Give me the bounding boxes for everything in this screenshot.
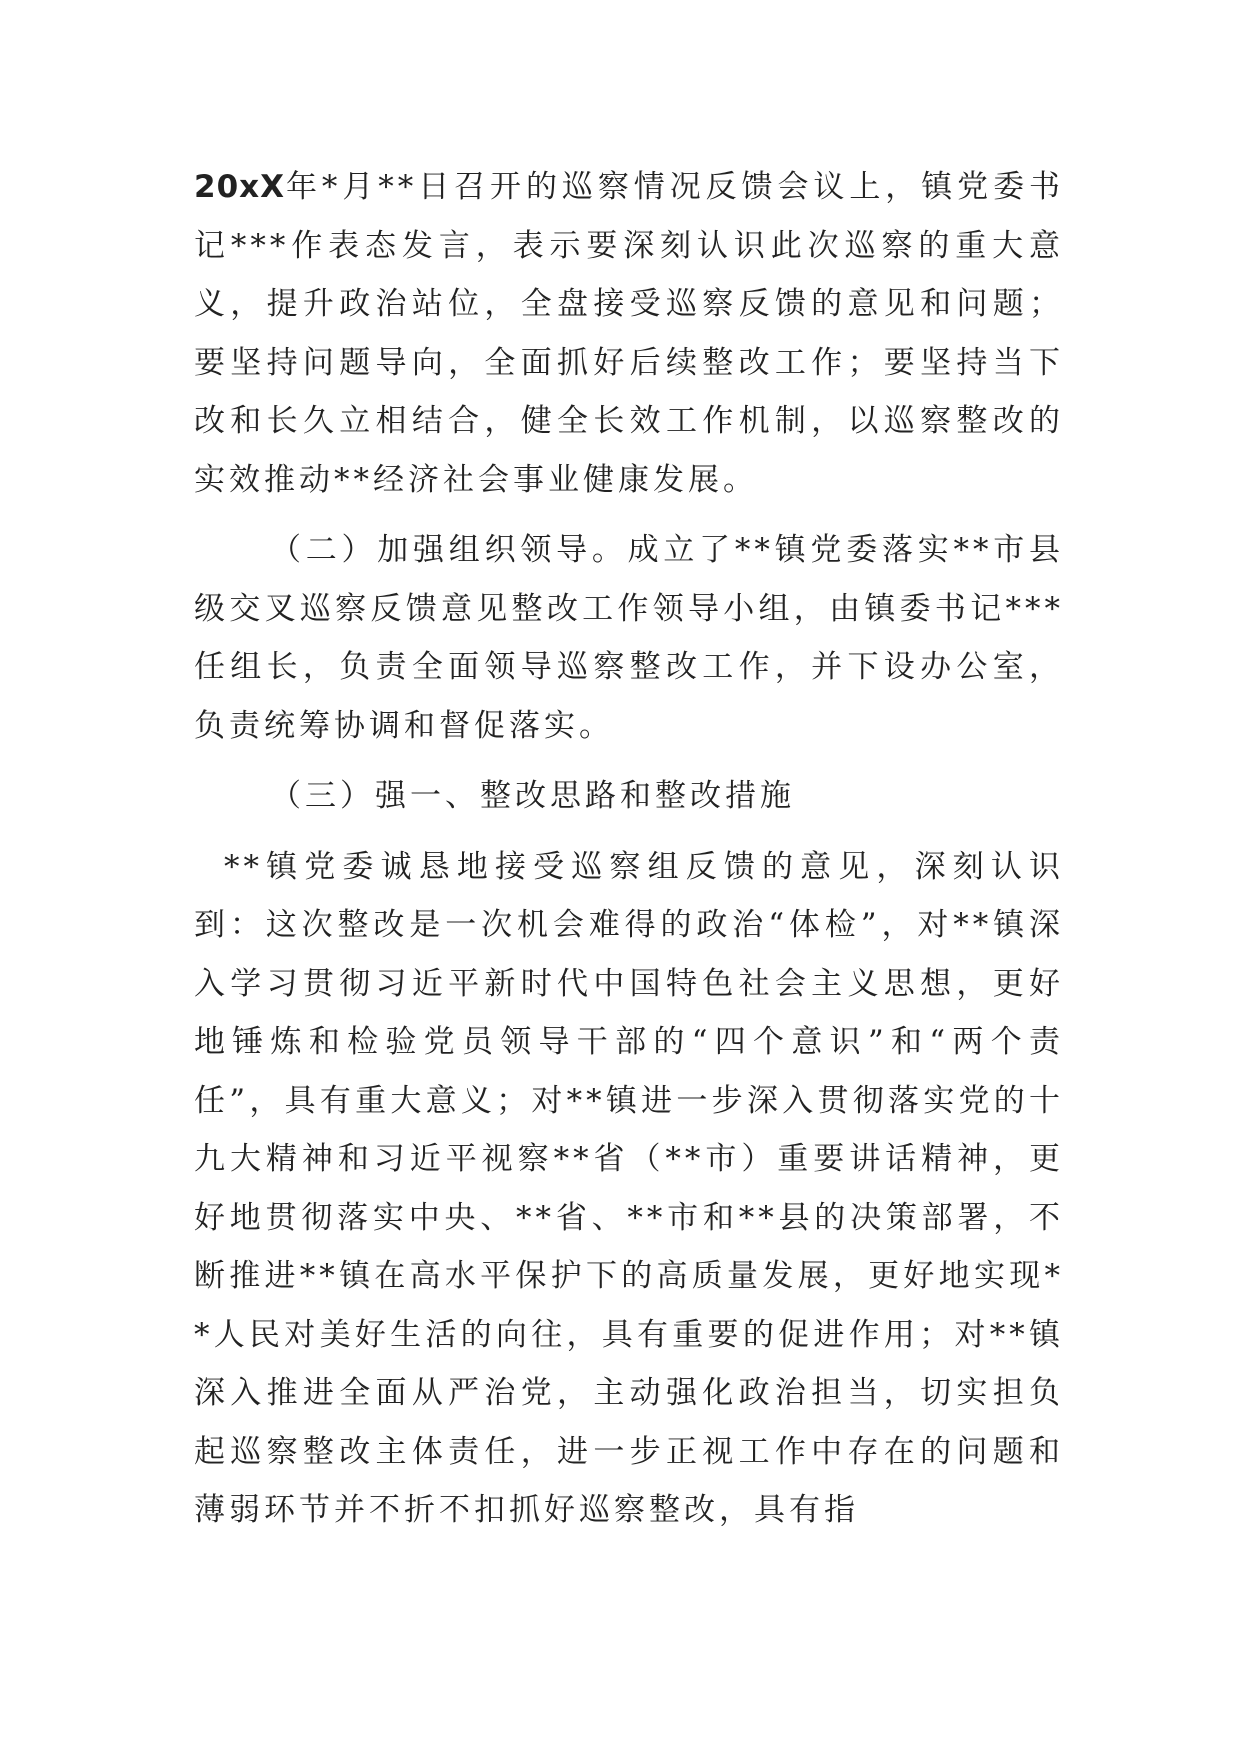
year-label: 20xX xyxy=(194,169,286,205)
section-heading-rectification-ideas: （三）强一、整改思路和整改措施 xyxy=(270,778,795,814)
paragraph-rectification-understanding: **镇党委诚恳地接受巡察组反馈的意见，深刻认识到：这次整改是一次机会难得的政治“体检”，对**镇深入学习贯彻习近平新时代中国特色社会主义思想，更好地锤炼和检验党员领导干部的“四个意识”和“两个责任”，具有重大意义；对**镇进一步深入贯彻落实党的十九大精神和习近平视察**省（**市）重要讲话精神，更好地贯彻落实中央、**省、**市和**县的决策部署，不断推进**镇在高水平保护下的高质量发展，更好地实现**人民对美好生活的向往，具有重要的促进作用；对**镇深入推进全面从严治党，主动强化政治担当，切实担负起巡察整改主体责任，进一步正视工作中存在的问题和薄弱环节并不折不扣抓好巡察整改，具有指 xyxy=(194,848,1064,1528)
document-page xyxy=(194,158,1064,1540)
paragraph-meeting-feedback-text: 年*月**日召开的巡察情况反馈会议上，镇党委书记***作表态发言，表示要深刻认识此次巡察的重大意义，提升政治站位，全盘接受巡察反馈的意见和问题；要坚持问题导向，全面抓好后续整改工作；要坚持当下改和长久立相结合，健全长效工作机制，以巡察整改的实效推动**经济社会事业健康发展。 xyxy=(194,169,1064,498)
paragraph-strengthen-leadership: （二）加强组织领导。成立了**镇党委落实**市县级交叉巡察反馈意见整改工作领导小组，由镇委书记***任组长，负责全面领导巡察整改工作，并下设办公室，负责统筹协调和督促落实。 xyxy=(194,532,1064,744)
paragraph-meeting-feedback xyxy=(194,158,1064,509)
